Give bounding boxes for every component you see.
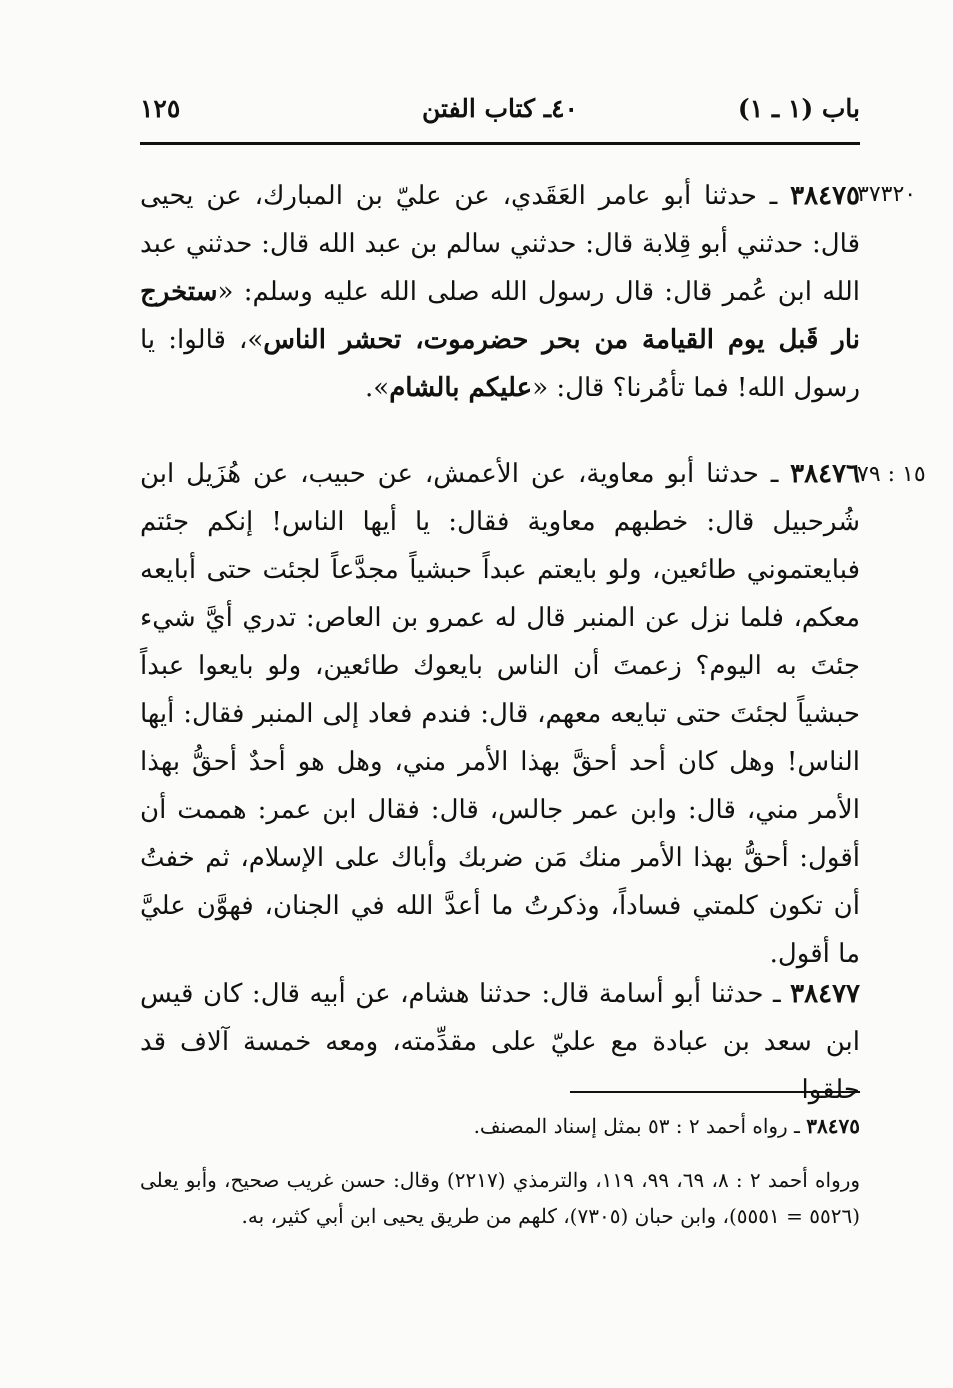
footnote-rule	[570, 1091, 860, 1093]
footnote-text: ورواه أحمد ٢ : ٨، ٦٩، ٩٩، ١١٩، والترمذي (٢٢١٧) وقال: حسن غريب صحيح، وأبو يعلى (٥٥٢٦ = ٥٥٥١)، وابن حبان (٧٣٠٥)، كلهم من طريق يحيى ابن أبي كثير، به.	[140, 1168, 861, 1228]
hadith-number: ٣٨٤٧٥	[790, 181, 860, 211]
hadith-entry-1	[140, 172, 860, 412]
header-rule	[140, 142, 860, 145]
footnote-text: ٣٨٤٧٥ ـ رواه أحمد ٢ : ٥٣ بمثل إسناد المصنف.	[473, 1114, 860, 1138]
page-number: ١٢٥	[140, 94, 181, 123]
margin-reference: ١٥ : ٧٩	[857, 462, 926, 487]
hadith-entry-2	[140, 450, 860, 978]
hadith-text: ٣٨٤٧٥ ـ حدثنا أبو عامر العَقَدي، عن عليّ بن المبارك، عن يحيى قال: حدثني أبو قِلابة قال: حدثني سالم بن عبد الله قال: حدثني عبد الله ابن عُمر قال: قال رسول الله صلى الله عليه وسلم: «ستخرج نار قَبل يوم القيامة من بحر حضرموت، تحشر الناس»، قالوا: يا رسول الله! فما تأمُرنا؟ قال: «عليكم بالشام».	[140, 181, 860, 403]
margin-reference: ٣٧٣٢٠	[857, 182, 917, 207]
hadith-text: ٣٨٤٧٦ ـ حدثنا أبو معاوية، عن الأعمش، عن حبيب، عن هُزَيل ابن شُرحبيل قال: خطبهم معاوية فقال: يا أيها الناس! إنكم جئتم فبايعتموني طائعين، ولو بايعتم عبداً حبشياً مجدَّعاً لجئت حتى أبايعه معكم، فلما نزل عن المنبر قال له عمرو بن العاص: تدري أيَّ شيء جئتَ به اليوم؟ زعمتَ أن الناس بايعوك طائعين، ولو بايعوا عبداً حبشياً لجئتَ حتى تبايعه معهم، قال: فندم فعاد إلى المنبر فقال: أيها الناس! وهل كان أحد أحقَّ بهذا الأمر مني، وهل هو أحدٌ أحقُّ بهذا الأمر مني، قال: وابن عمر جالس، قال: فقال ابن عمر: هممت أن أقول: أحقُّ بهذا الأمر منك مَن ضربك وأباك على الإسلام، ثم خفتُ أن تكون كلمتي فساداً، وذكرتُ ما أعدَّ الله في الجنان، فهوَّن عليَّ ما أقول.	[140, 459, 861, 969]
footnote-1	[140, 1108, 860, 1144]
hadith-text: ٣٨٤٧٧ ـ حدثنا أبو أسامة قال: حدثنا هشام، عن أبيه قال: كان قيس ابن سعد بن عبادة مع عليّ على مقدِّمته، ومعه خمسة آلاف قد حلقوا	[140, 979, 860, 1105]
page-header	[140, 88, 860, 132]
hadith-number: ٣٨٤٧٧	[790, 979, 860, 1009]
chapter-title: باب (١ ـ ١)	[737, 94, 860, 123]
prophetic-saying: ستخرج نار قَبل يوم القيامة من بحر حضرموت، تحشر الناس	[140, 277, 860, 355]
book-title: ٤٠ـ كتاب الفتن	[422, 94, 578, 123]
footnote-number: ٣٨٤٧٥	[806, 1114, 860, 1138]
hadith-number: ٣٨٤٧٦	[790, 459, 860, 489]
footnote-2	[140, 1162, 860, 1234]
prophetic-reply: عليكم بالشام	[389, 373, 533, 403]
